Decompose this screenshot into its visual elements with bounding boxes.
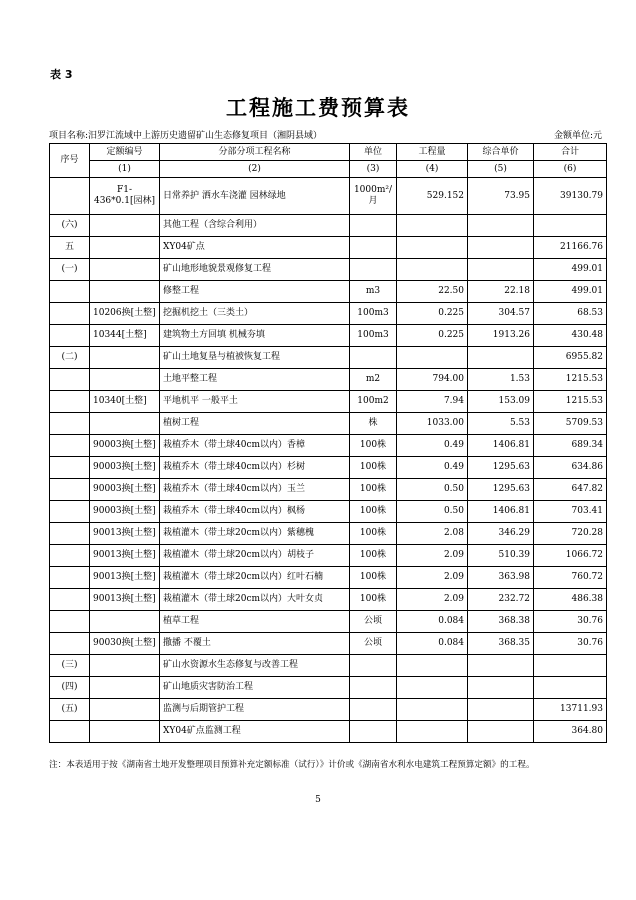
row-total: 21166.76 bbox=[534, 237, 607, 259]
row-seq bbox=[50, 589, 90, 611]
row-qty: 0.49 bbox=[397, 457, 468, 479]
row-price: 304.57 bbox=[468, 303, 534, 325]
table-row bbox=[50, 677, 607, 699]
row-price: 346.29 bbox=[468, 523, 534, 545]
header-num: (5) bbox=[468, 161, 534, 178]
table-row bbox=[50, 567, 607, 589]
table-row bbox=[50, 545, 607, 567]
row-total: 430.48 bbox=[534, 325, 607, 347]
row-unit: 100株 bbox=[350, 545, 397, 567]
row-name: 矿山地形地貌景观修复工程 bbox=[160, 259, 350, 281]
row-qty: 0.50 bbox=[397, 479, 468, 501]
row-unit: 100株 bbox=[350, 479, 397, 501]
row-qty bbox=[397, 699, 468, 721]
row-price: 1295.63 bbox=[468, 479, 534, 501]
header-code: 定额编号 bbox=[90, 144, 160, 161]
row-qty bbox=[397, 259, 468, 281]
row-seq bbox=[50, 611, 90, 633]
row-total: 39130.79 bbox=[534, 178, 607, 215]
row-unit bbox=[350, 237, 397, 259]
row-qty bbox=[397, 655, 468, 677]
row-seq: (三) bbox=[50, 655, 90, 677]
row-name: 日常养护 洒水车浇灌 园林绿地 bbox=[160, 178, 350, 215]
table-row bbox=[50, 479, 607, 501]
row-code bbox=[90, 721, 160, 743]
row-price: 73.95 bbox=[468, 178, 534, 215]
row-qty: 2.09 bbox=[397, 545, 468, 567]
row-total: 720.28 bbox=[534, 523, 607, 545]
row-name: 其他工程（含综合利用） bbox=[160, 215, 350, 237]
row-name: 矿山水资源水生态修复与改善工程 bbox=[160, 655, 350, 677]
row-price bbox=[468, 215, 534, 237]
row-seq bbox=[50, 369, 90, 391]
table-number: 表 3 bbox=[50, 68, 73, 81]
row-code: 10344[土整] bbox=[90, 325, 160, 347]
row-price: 1.53 bbox=[468, 369, 534, 391]
row-price: 22.18 bbox=[468, 281, 534, 303]
row-qty: 794.00 bbox=[397, 369, 468, 391]
row-price bbox=[468, 347, 534, 369]
row-qty: 0.084 bbox=[397, 611, 468, 633]
row-code: 90013换[土整] bbox=[90, 545, 160, 567]
row-code bbox=[90, 413, 160, 435]
row-total: 760.72 bbox=[534, 567, 607, 589]
row-price: 510.39 bbox=[468, 545, 534, 567]
row-total: 5709.53 bbox=[534, 413, 607, 435]
row-unit: 株 bbox=[350, 413, 397, 435]
row-unit: 100株 bbox=[350, 457, 397, 479]
table-row bbox=[50, 347, 607, 369]
row-code: 10340[土整] bbox=[90, 391, 160, 413]
row-name: 植树工程 bbox=[160, 413, 350, 435]
row-qty bbox=[397, 347, 468, 369]
row-unit: 100株 bbox=[350, 589, 397, 611]
row-unit: 1000m²/月 bbox=[350, 178, 397, 215]
row-seq: (二) bbox=[50, 347, 90, 369]
row-qty: 0.084 bbox=[397, 633, 468, 655]
row-total: 499.01 bbox=[534, 281, 607, 303]
table-row bbox=[50, 501, 607, 523]
row-total: 634.86 bbox=[534, 457, 607, 479]
row-price bbox=[468, 259, 534, 281]
row-name: 土地平整工程 bbox=[160, 369, 350, 391]
row-name: 栽植乔木（带土球40cm以内）香樟 bbox=[160, 435, 350, 457]
row-price: 232.72 bbox=[468, 589, 534, 611]
row-qty: 2.09 bbox=[397, 589, 468, 611]
row-seq bbox=[50, 501, 90, 523]
header-row bbox=[50, 144, 607, 161]
header-num: (2) bbox=[160, 161, 350, 178]
row-seq: (四) bbox=[50, 677, 90, 699]
row-price: 368.35 bbox=[468, 633, 534, 655]
row-name: 栽植灌木（带土球20cm以内）胡枝子 bbox=[160, 545, 350, 567]
table-row bbox=[50, 178, 607, 215]
table-row bbox=[50, 589, 607, 611]
row-qty: 1033.00 bbox=[397, 413, 468, 435]
row-code bbox=[90, 611, 160, 633]
row-qty: 2.09 bbox=[397, 567, 468, 589]
row-name: 栽植灌木（带土球20cm以内）大叶女贞 bbox=[160, 589, 350, 611]
row-unit: m2 bbox=[350, 369, 397, 391]
footnote: 注：本表适用于按《湖南省土地开发整理项目预算补充定额标准（试行）》计价或《湖南省水利水电建筑工程预算定额》的工程。 bbox=[49, 760, 535, 770]
table-row bbox=[50, 237, 607, 259]
row-code: 90003换[土整] bbox=[90, 479, 160, 501]
table-row bbox=[50, 699, 607, 721]
row-code bbox=[90, 237, 160, 259]
row-seq bbox=[50, 325, 90, 347]
row-code bbox=[90, 369, 160, 391]
project-name: 项目名称:汨罗江流域中上游历史遗留矿山生态修复项目（湘阴县域） bbox=[49, 131, 323, 141]
row-name: 建筑物土方回填 机械夯填 bbox=[160, 325, 350, 347]
row-qty: 0.225 bbox=[397, 303, 468, 325]
row-unit: 100m2 bbox=[350, 391, 397, 413]
table-row bbox=[50, 457, 607, 479]
row-seq bbox=[50, 633, 90, 655]
row-unit: 100株 bbox=[350, 523, 397, 545]
header-num: (4) bbox=[397, 161, 468, 178]
row-total: 30.76 bbox=[534, 611, 607, 633]
row-total bbox=[534, 215, 607, 237]
row-unit bbox=[350, 259, 397, 281]
row-price bbox=[468, 699, 534, 721]
row-name: 挖掘机挖土（三类土） bbox=[160, 303, 350, 325]
row-name: 矿山地质灾害防治工程 bbox=[160, 677, 350, 699]
header-total: 合计 bbox=[534, 144, 607, 161]
row-qty bbox=[397, 215, 468, 237]
row-seq bbox=[50, 303, 90, 325]
row-name: 撒播 不覆土 bbox=[160, 633, 350, 655]
row-unit: 100m3 bbox=[350, 303, 397, 325]
row-qty bbox=[397, 721, 468, 743]
row-seq bbox=[50, 435, 90, 457]
row-qty: 2.08 bbox=[397, 523, 468, 545]
row-seq: (六) bbox=[50, 215, 90, 237]
table-row bbox=[50, 215, 607, 237]
row-seq bbox=[50, 567, 90, 589]
row-code bbox=[90, 215, 160, 237]
row-code bbox=[90, 677, 160, 699]
row-name: 栽植乔木（带土球40cm以内）杉树 bbox=[160, 457, 350, 479]
row-price bbox=[468, 721, 534, 743]
currency-unit: 金额单位:元 bbox=[553, 131, 602, 141]
row-code bbox=[90, 655, 160, 677]
table-row bbox=[50, 259, 607, 281]
row-code: 90003换[土整] bbox=[90, 501, 160, 523]
row-code bbox=[90, 281, 160, 303]
row-unit bbox=[350, 215, 397, 237]
row-seq: 五 bbox=[50, 237, 90, 259]
table-row bbox=[50, 369, 607, 391]
row-code: 90030换[土整] bbox=[90, 633, 160, 655]
row-name: 修整工程 bbox=[160, 281, 350, 303]
page-number: 5 bbox=[315, 795, 321, 805]
row-seq bbox=[50, 413, 90, 435]
row-name: 平地机平 一般平土 bbox=[160, 391, 350, 413]
row-qty: 0.49 bbox=[397, 435, 468, 457]
table-row bbox=[50, 523, 607, 545]
table-row bbox=[50, 655, 607, 677]
row-price: 1295.63 bbox=[468, 457, 534, 479]
row-unit bbox=[350, 699, 397, 721]
row-name: XY04矿点监测工程 bbox=[160, 721, 350, 743]
row-price: 1406.81 bbox=[468, 435, 534, 457]
row-qty: 0.50 bbox=[397, 501, 468, 523]
row-code: F1-436*0.1[园林] bbox=[90, 178, 160, 215]
row-total: 6955.82 bbox=[534, 347, 607, 369]
row-price bbox=[468, 237, 534, 259]
header-unit: 单位 bbox=[350, 144, 397, 161]
row-unit: 100m3 bbox=[350, 325, 397, 347]
row-unit: m3 bbox=[350, 281, 397, 303]
row-total: 1215.53 bbox=[534, 391, 607, 413]
row-seq bbox=[50, 391, 90, 413]
row-qty: 0.225 bbox=[397, 325, 468, 347]
table-row bbox=[50, 391, 607, 413]
row-seq: (五) bbox=[50, 699, 90, 721]
row-name: 栽植灌木（带土球20cm以内）红叶石楠 bbox=[160, 567, 350, 589]
row-total bbox=[534, 655, 607, 677]
row-code: 10206换[土整] bbox=[90, 303, 160, 325]
row-total: 486.38 bbox=[534, 589, 607, 611]
row-total: 364.80 bbox=[534, 721, 607, 743]
row-unit: 100株 bbox=[350, 435, 397, 457]
row-qty: 529.152 bbox=[397, 178, 468, 215]
row-code: 90003换[土整] bbox=[90, 435, 160, 457]
header-name: 分部分项工程名称 bbox=[160, 144, 350, 161]
row-seq bbox=[50, 479, 90, 501]
row-code bbox=[90, 699, 160, 721]
row-total: 30.76 bbox=[534, 633, 607, 655]
row-price: 363.98 bbox=[468, 567, 534, 589]
row-seq bbox=[50, 457, 90, 479]
row-name: 栽植乔木（带土球40cm以内）玉兰 bbox=[160, 479, 350, 501]
row-qty: 7.94 bbox=[397, 391, 468, 413]
row-unit: 100株 bbox=[350, 567, 397, 589]
row-unit: 公顷 bbox=[350, 611, 397, 633]
row-name: 栽植灌木（带土球20cm以内）紫穗槐 bbox=[160, 523, 350, 545]
row-unit bbox=[350, 655, 397, 677]
row-total: 1215.53 bbox=[534, 369, 607, 391]
row-seq: (一) bbox=[50, 259, 90, 281]
header-number-row bbox=[50, 161, 607, 178]
table-row bbox=[50, 281, 607, 303]
table-row bbox=[50, 325, 607, 347]
row-total: 499.01 bbox=[534, 259, 607, 281]
row-qty: 22.50 bbox=[397, 281, 468, 303]
row-unit bbox=[350, 347, 397, 369]
row-seq bbox=[50, 178, 90, 215]
budget-table bbox=[49, 143, 607, 743]
row-seq bbox=[50, 721, 90, 743]
row-seq bbox=[50, 523, 90, 545]
page-title: 工程施工费预算表 bbox=[226, 95, 410, 120]
row-code: 90003换[土整] bbox=[90, 457, 160, 479]
table-row bbox=[50, 633, 607, 655]
row-price: 1406.81 bbox=[468, 501, 534, 523]
row-code: 90013换[土整] bbox=[90, 523, 160, 545]
header-num: (6) bbox=[534, 161, 607, 178]
row-unit: 100株 bbox=[350, 501, 397, 523]
row-total: 703.41 bbox=[534, 501, 607, 523]
row-price bbox=[468, 655, 534, 677]
row-name: 栽植乔木（带土球40cm以内）枫杨 bbox=[160, 501, 350, 523]
row-total: 68.53 bbox=[534, 303, 607, 325]
row-code: 90013换[土整] bbox=[90, 567, 160, 589]
row-code bbox=[90, 259, 160, 281]
table-row bbox=[50, 413, 607, 435]
row-total: 647.82 bbox=[534, 479, 607, 501]
row-name: 植草工程 bbox=[160, 611, 350, 633]
row-price bbox=[468, 677, 534, 699]
row-price: 368.38 bbox=[468, 611, 534, 633]
row-price: 153.09 bbox=[468, 391, 534, 413]
row-unit: 公顷 bbox=[350, 633, 397, 655]
row-total: 1066.72 bbox=[534, 545, 607, 567]
row-seq bbox=[50, 281, 90, 303]
row-code bbox=[90, 347, 160, 369]
header-num: (3) bbox=[350, 161, 397, 178]
row-price: 1913.26 bbox=[468, 325, 534, 347]
row-name: XY04矿点 bbox=[160, 237, 350, 259]
table-row bbox=[50, 721, 607, 743]
row-name: 监测与后期管护工程 bbox=[160, 699, 350, 721]
header-price: 综合单价 bbox=[468, 144, 534, 161]
table-row bbox=[50, 611, 607, 633]
table-row bbox=[50, 435, 607, 457]
row-name: 矿山土地复垦与植被恢复工程 bbox=[160, 347, 350, 369]
row-qty bbox=[397, 237, 468, 259]
row-unit bbox=[350, 721, 397, 743]
row-total: 13711.93 bbox=[534, 699, 607, 721]
row-price: 5.53 bbox=[468, 413, 534, 435]
row-seq bbox=[50, 545, 90, 567]
header-num: (1) bbox=[90, 161, 160, 178]
row-qty bbox=[397, 677, 468, 699]
row-unit bbox=[350, 677, 397, 699]
row-total: 689.34 bbox=[534, 435, 607, 457]
row-total bbox=[534, 677, 607, 699]
header-qty: 工程量 bbox=[397, 144, 468, 161]
header-seq: 序号 bbox=[50, 144, 90, 178]
table-row bbox=[50, 303, 607, 325]
row-code: 90013换[土整] bbox=[90, 589, 160, 611]
